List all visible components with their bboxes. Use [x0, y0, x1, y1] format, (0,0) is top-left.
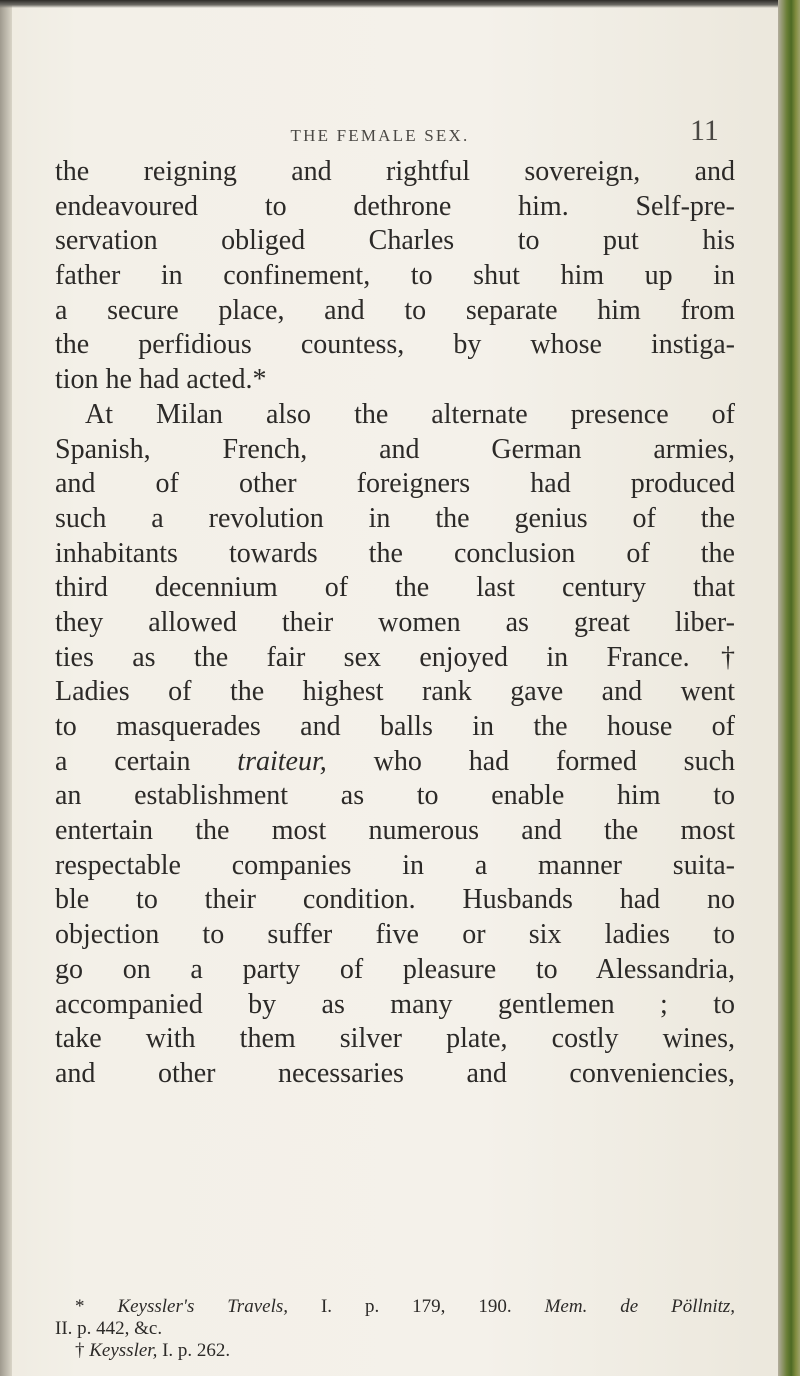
text-line: entertain the most numerous and the most — [55, 815, 735, 847]
text-line: Spanish, French, and German armies, — [55, 433, 735, 465]
text-line: take with them silver plate, costly wines, — [55, 1023, 735, 1055]
text-line: third decennium of the last century that — [55, 572, 735, 604]
footnote-mark: † — [75, 1340, 85, 1361]
text-line: and of other foreigners had produced — [55, 468, 735, 500]
running-head: THE FEMALE SEX. — [290, 126, 470, 145]
text-line: Ladies of the highest rank gave and went — [55, 676, 735, 708]
footnote-line — [55, 1296, 735, 1318]
text-line: the reigning and rightful sovereign, and — [55, 156, 735, 187]
text-line: a certain traiteur, who had formed such — [55, 745, 735, 777]
page-top-edge — [0, 0, 800, 8]
footnotes — [55, 1296, 735, 1362]
page-header — [0, 112, 800, 152]
text-line: a secure place, and to separate him from — [55, 294, 735, 326]
footnote-reference: I. p. 179, 190. — [320, 1296, 512, 1317]
text-line: the perfidious countess, by whose instiga- — [55, 329, 735, 361]
footnote-reference: I. p. 262. — [162, 1340, 231, 1361]
footnote-author: Keyssler's Travels, — [117, 1296, 288, 1317]
text-line: accompanied by as many gentlemen ; to — [55, 988, 735, 1020]
text-line: father in confinement, to shut him up in — [55, 260, 735, 292]
text-line: to masquerades and balls in the house of — [55, 711, 735, 742]
text-line: endeavoured to dethrone him. Self-pre- — [55, 190, 735, 222]
footnote-memoir: Mem. de Pöllnitz, — [544, 1296, 736, 1317]
text-line: such a revolution in the genius of the — [55, 502, 735, 534]
text-line: an establishment as to enable him to — [55, 780, 735, 812]
text-line: tion he had acted.* — [55, 364, 267, 396]
text-line: servation obliged Charles to put his — [55, 225, 735, 257]
text-line: At Milan also the alternate presence of — [85, 398, 735, 430]
text-line: inhabitants towards the conclusion of the — [55, 537, 735, 569]
footnote-mark: * — [75, 1296, 85, 1317]
text-line: they allowed their women as great liber- — [55, 606, 735, 638]
body-text — [55, 155, 735, 1092]
text-line: objection to suffer five or six ladies to — [55, 919, 735, 951]
text-line: ble to their condition. Husbands had no — [55, 884, 735, 916]
footnote-line — [55, 1340, 735, 1362]
page-left-edge — [0, 0, 12, 1376]
text-line: respectable companies in a manner suita- — [55, 849, 735, 881]
page-number: 11 — [690, 114, 719, 147]
book-binding-edge — [778, 0, 800, 1376]
text-line: go on a party of pleasure to Alessandria, — [55, 953, 735, 985]
italic-word: traiteur, — [237, 745, 327, 777]
footnote-author: Keyssler, — [89, 1340, 158, 1361]
text-line: and other necessaries and conveniencies, — [55, 1057, 735, 1089]
footnote-line: II. p. 442, &c. — [55, 1318, 163, 1339]
text-line: ties as the fair sex enjoyed in France.† — [55, 641, 735, 673]
